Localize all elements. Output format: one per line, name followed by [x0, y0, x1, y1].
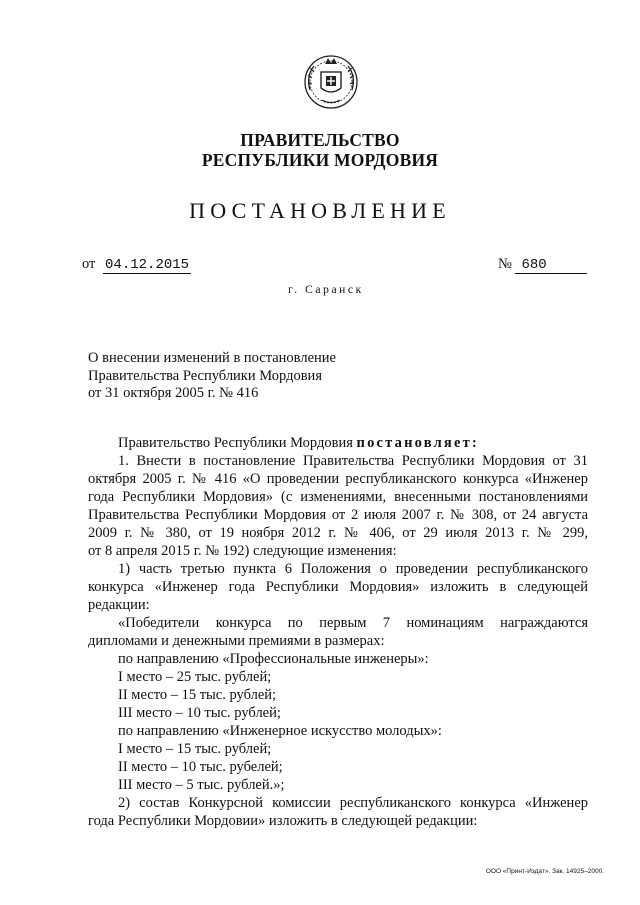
- subject-line: О внесении изменений в постановление: [88, 350, 336, 366]
- intro-paragraph: [88, 434, 588, 452]
- document-number-line: [498, 256, 587, 274]
- paragraph-line: 2009 г. № 380, от 19 ноября 2012 г. № 406, от 29 июля 2013 г. № 299,: [88, 525, 588, 541]
- list-item: I место – 15 тыс. рублей;: [118, 741, 272, 757]
- document-body: [88, 434, 588, 830]
- list-item: по направлению «Профессиональные инженеры»:: [118, 651, 429, 667]
- organization-name-line1: ПРАВИТЕЛЬСТВО: [240, 130, 400, 150]
- paragraph-line: 1. Внести в постановление Правительства Республики Мордовия от 31: [118, 453, 588, 469]
- document-date: 04.12.2015: [105, 257, 190, 273]
- organization-name-line2: РЕСПУБЛИКИ МОРДОВИЯ: [201, 150, 439, 170]
- paragraph-line: 1) часть третью пункта 6 Положения о проведении республиканского: [118, 561, 588, 577]
- coat-of-arms-emblem: [302, 52, 360, 110]
- paragraph-line: года Республики Мордовия» (с изменениями, внесенными постановлениями: [88, 489, 588, 505]
- paragraph-line: «Победители конкурса по первым 7 номинациям награждаются: [118, 615, 588, 631]
- list-item: по направлению «Инженерное искусство молодых»:: [118, 723, 442, 739]
- document-city: г. Саранск: [288, 284, 364, 296]
- paragraph-line: года Республики Мордовии» изложить в следующей редакции:: [88, 813, 478, 829]
- subject-line: от 31 октября 2005 г. № 416: [88, 385, 259, 401]
- intro-text: Правительство Республики Мордовия: [118, 435, 353, 451]
- list-item: III место – 5 тыс. рублей.»;: [118, 777, 285, 793]
- list-item: II место – 10 тыс. рубелей;: [118, 759, 283, 775]
- date-prefix: от: [82, 256, 96, 272]
- paragraph-line: от 8 апреля 2015 г. № 192) следующие изменения:: [88, 543, 397, 559]
- number-prefix: №: [498, 256, 512, 272]
- document-type-title: ПОСТАНОВЛЕНИЕ: [189, 198, 451, 223]
- subject-line: Правительства Республики Мордовия: [88, 367, 322, 384]
- paragraph-line: Правительства Республики Мордовия от 2 июля 2007 г. № 308, от 24 августа: [88, 507, 588, 523]
- intro-emphasis: постановляет:: [356, 435, 479, 451]
- document-date-line: [82, 256, 191, 274]
- list-item: III место – 10 тыс. рублей;: [118, 705, 281, 721]
- print-footer: ООО «Принт-Издат». Зак. 14925–2000.: [485, 868, 604, 875]
- paragraph-line: редакции:: [88, 597, 150, 613]
- document-subject: [88, 350, 336, 403]
- paragraph-line: октября 2005 г. № 416 «О проведении республиканского конкурса «Инженер: [88, 471, 588, 487]
- list-item: II место – 15 тыс. рублей;: [118, 687, 277, 703]
- list-item: I место – 25 тыс. рублей;: [118, 669, 272, 685]
- document-number: 680: [515, 258, 587, 274]
- paragraph-line: 2) состав Конкурсной комиссии республиканского конкурса «Инженер: [118, 795, 588, 811]
- paragraph-line: конкурса «Инженер года Республики Мордовия» изложить в следующей: [88, 579, 588, 595]
- paragraph-line: дипломами и денежными премиями в размерах:: [88, 633, 385, 649]
